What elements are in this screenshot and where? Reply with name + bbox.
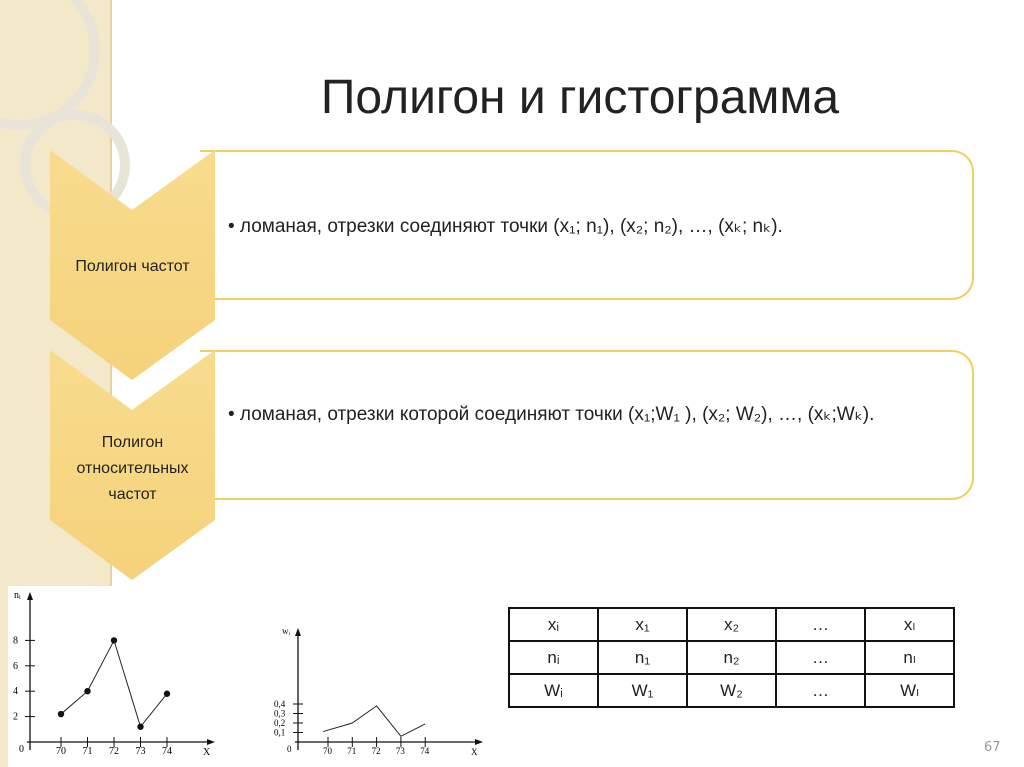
table-row [509, 608, 954, 641]
page-number: 67 [984, 740, 1001, 755]
chevron-relative-polygon [50, 350, 215, 580]
table-cell: Wₗ [865, 674, 954, 707]
origin-label: 0 [287, 744, 292, 754]
y-tick-label: 0,2 [274, 718, 286, 728]
x-tick-label: 71 [82, 746, 93, 757]
y-axis-label: wᵢ [282, 626, 290, 636]
y-tick-label: 0,1 [274, 727, 286, 738]
decorative-ring [0, 0, 95, 125]
definition-text: • ломаная, отрезки которой соединяют точки (x₁;W₁ ), (x₂; W₂), …, (xₖ;Wₖ). [228, 404, 875, 425]
frequency-table [508, 607, 955, 708]
definition-box-relative-polygon [200, 350, 974, 500]
y-tick-label: 8 [13, 635, 18, 647]
table-cell: n₁ [598, 641, 687, 674]
x-axis-arrow [475, 739, 483, 745]
table-cell: n₂ [687, 641, 776, 674]
y-axis-label: nᵢ [14, 590, 21, 601]
x-tick-label: 72 [371, 746, 381, 756]
table-cell: Wᵢ [509, 674, 598, 707]
x-tick-label: 74 [420, 746, 430, 756]
table-cell: W₂ [687, 674, 776, 707]
table-cell: … [776, 641, 865, 674]
x-tick-label: 70 [56, 746, 66, 757]
chevron-label: частот [108, 486, 157, 503]
chart-background [8, 586, 232, 767]
origin-label: 0 [19, 744, 24, 755]
table-cell: x₂ [687, 608, 776, 641]
x-tick-label: 73 [395, 746, 405, 756]
table-cell: nₗ [865, 641, 954, 674]
chevron-label: относительных [76, 460, 189, 477]
x-axis-label: X [203, 747, 211, 758]
x-tick-label: 74 [162, 746, 172, 757]
table-row [509, 674, 954, 707]
y-tick-label: 2 [13, 711, 18, 723]
table-cell: W₁ [598, 674, 687, 707]
table-cell: x₁ [598, 608, 687, 641]
table-cell: nᵢ [509, 641, 598, 674]
x-axis-label: X [471, 747, 478, 757]
chevron-polygon [50, 150, 215, 380]
x-tick-label: 70 [323, 746, 332, 756]
y-tick-label: 0,3 [274, 708, 286, 719]
slide-title: Полигон и гистограмма [320, 71, 840, 124]
chevron-label: Полигон частот [75, 258, 190, 275]
x-tick-label: 72 [109, 746, 119, 757]
x-tick-label: 71 [347, 746, 357, 756]
table-cell: … [776, 674, 865, 707]
table-cell: … [776, 608, 865, 641]
table-cell: xₗ [865, 608, 954, 641]
y-tick-label: 4 [13, 686, 18, 698]
data-line [323, 706, 425, 736]
y-tick-label: 0,4 [274, 699, 286, 709]
definition-text: • ломаная, отрезки соединяют точки (x₁; n₁), (x₂; n₂), …, (xₖ; nₖ). [228, 216, 783, 237]
y-tick-label: 6 [13, 660, 18, 672]
definition-box-polygon [200, 150, 974, 300]
table-row [509, 641, 954, 674]
chevron-label: Полигон [101, 434, 164, 451]
y-axis-arrow [295, 628, 301, 636]
table-cell: xᵢ [509, 608, 598, 641]
x-tick-label: 73 [135, 746, 146, 757]
